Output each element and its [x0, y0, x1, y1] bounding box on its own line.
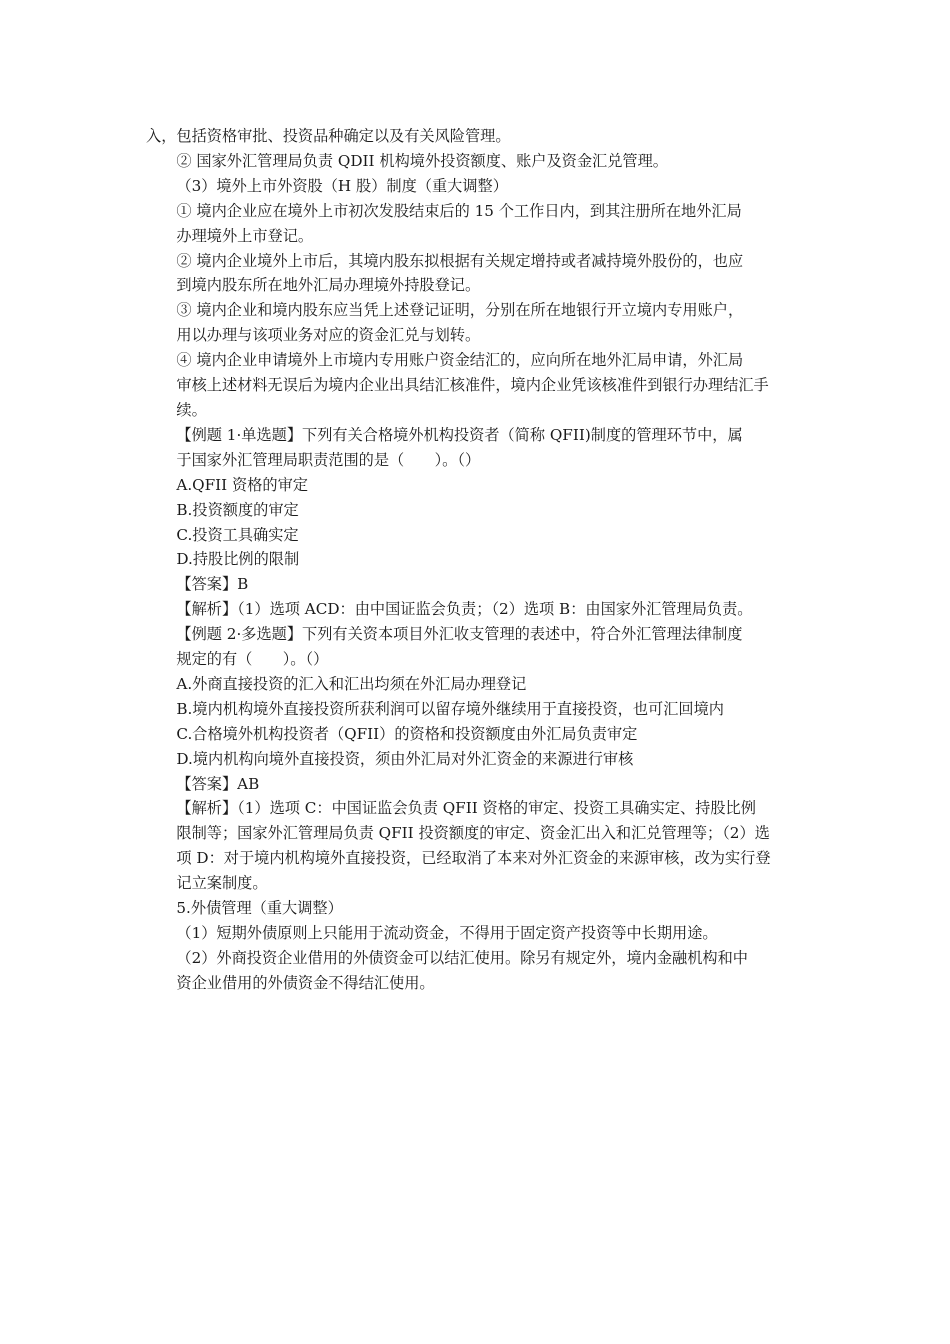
paragraph [146, 946, 810, 996]
text-line: ① 境内企业应在境外上市初次发股结束后的 15 个工作日内，到其注册所在地外汇局 [176, 201, 742, 220]
paragraph [146, 298, 810, 348]
text-line: ③ 境内企业和境内股东应当凭上述登记证明，分别在所在地银行开立境内专用账户， [176, 301, 744, 320]
paragraph [146, 772, 810, 797]
text-line: 限制等；国家外汇管理局负责 QFII 投资额度的审定、资金汇出入和汇兑管理等；（2）选 [176, 824, 770, 843]
paragraph [146, 622, 810, 672]
text-line: 续。 [176, 400, 207, 419]
paragraph [146, 747, 810, 772]
paragraph [146, 124, 810, 149]
text-line: 【答案】AB [176, 774, 260, 793]
paragraph [146, 796, 810, 896]
text-line: 【答案】B [176, 575, 249, 594]
text-line: B.投资额度的审定 [176, 500, 299, 519]
paragraph [146, 249, 810, 299]
text-line: ② 国家外汇管理局负责 QDII 机构境外投资额度、账户及资金汇兑管理。 [176, 151, 668, 170]
text-line: 【例题 1·单选题】下列有关合格境外机构投资者（简称 QFII)制度的管理环节中，属 [176, 425, 743, 444]
text-line: （2）外商投资企业借用的外债资金可以结汇使用。除另有规定外，境内金融机构和中 [176, 948, 748, 967]
text-line: D.持股比例的限制 [176, 550, 300, 569]
paragraph [146, 423, 810, 473]
text-line: D.境内机构向境外直接投资，须由外汇局对外汇资金的来源进行审核 [176, 749, 634, 768]
text-line: 到境内股东所在地外汇局办理境外持股登记。 [176, 276, 481, 295]
document-body [146, 124, 810, 996]
text-line: （3）境外上市外资股（H 股）制度（重大调整） [176, 176, 508, 195]
paragraph [146, 149, 810, 174]
text-line: 【解析】（1）选项 C：中国证监会负责 QFII 资格的审定、投资工具确实定、持股比例 [176, 799, 756, 818]
text-line: 规定的有（ ）。（） [176, 650, 329, 669]
text-line: C.合格境外机构投资者（QFII）的资格和投资额度由外汇局负责审定 [176, 724, 638, 743]
paragraph [146, 498, 810, 523]
text-line: 项 D：对于境内机构境外直接投资，已经取消了本来对外汇资金的来源审核，改为实行登 [176, 849, 771, 868]
text-line: （1）短期外债原则上只能用于流动资金，不得用于固定资产投资等中长期用途。 [176, 924, 718, 942]
text-line: 资企业借用的外债资金不得结汇使用。 [176, 973, 435, 992]
paragraph [146, 174, 810, 199]
text-line: 办理境外上市登记。 [176, 226, 314, 245]
text-line: ④ 境内企业申请境外上市境内专用账户资金结汇的，应向所在地外汇局申请，外汇局 [176, 351, 744, 370]
text-line: 5.外债管理（重大调整） [176, 899, 343, 918]
paragraph [146, 697, 810, 722]
text-line: 记立案制度。 [176, 874, 268, 893]
paragraph [146, 672, 810, 697]
text-line: 用以办理与该项业务对应的资金汇兑与划转。 [176, 326, 481, 345]
text-line: C.投资工具确实定 [176, 525, 299, 544]
paragraph [146, 473, 810, 498]
text-line: 于国家外汇管理局职责范围的是（ ）。（） [176, 450, 481, 469]
text-line: 审核上述材料无误后为境内企业出具结汇核准件，境内企业凭该核准件到银行办理结汇手 [176, 376, 769, 395]
text-line: A.外商直接投资的汇入和汇出均须在外汇局办理登记 [176, 674, 527, 693]
paragraph [146, 896, 810, 921]
paragraph [146, 199, 810, 249]
paragraph [146, 597, 810, 622]
paragraph [146, 572, 810, 597]
paragraph [146, 722, 810, 747]
text-line: A.QFII 资格的审定 [176, 475, 308, 494]
text-line: ② 境内企业境外上市后，其境内股东拟根据有关规定增持或者减持境外股份的，也应 [176, 251, 744, 270]
paragraph [146, 523, 810, 548]
text-line: 【例题 2·多选题】下列有关资本项目外汇收支管理的表述中，符合外汇管理法律制度 [176, 625, 743, 644]
paragraph [146, 348, 810, 423]
paragraph [146, 921, 810, 946]
paragraph [146, 547, 810, 572]
text-line: 【解析】（1）选项 ACD：由中国证监会负责；（2）选项 B：由国家外汇管理局负责。 [176, 600, 753, 619]
text-line: 入，包括资格审批、投资品种确定以及有关风险管理。 [146, 127, 511, 145]
text-line: B.境内机构境外直接投资所获利润可以留存境外继续用于直接投资，也可汇回境内 [176, 699, 724, 718]
